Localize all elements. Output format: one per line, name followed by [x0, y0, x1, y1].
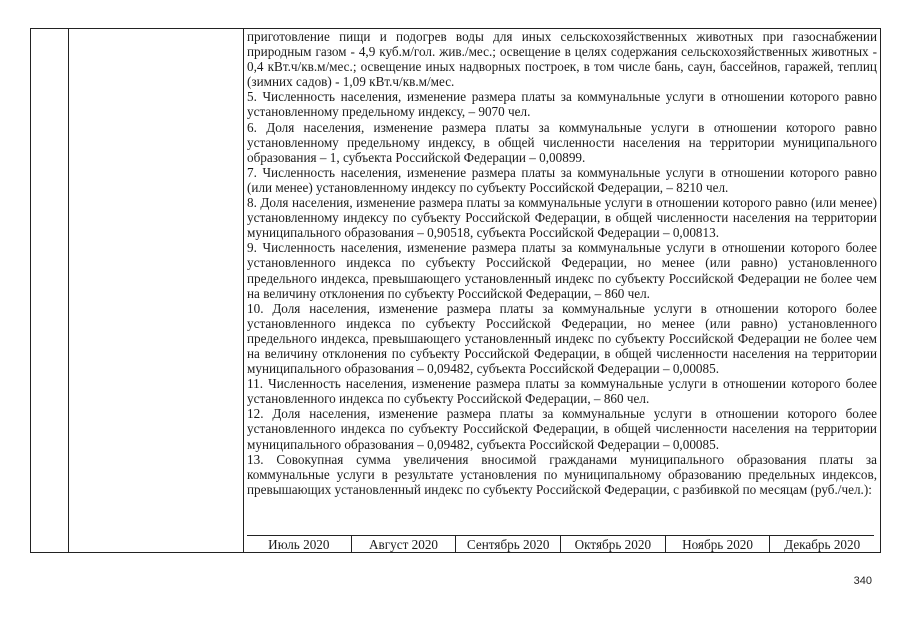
month-cell-december: Декабрь 2020 — [770, 536, 874, 552]
paragraph-11: 11. Численность населения, изменение размера платы за коммунальные услуги в отношении которого более установленного индекса по субъекту Российской Федерации, – 860 чел. — [247, 376, 877, 407]
paragraph-8: 8. Доля населения, изменение размера платы за коммунальные услуги в отношении которого равно (или менее) установленному индексу по субъекту Российской Федерации, в общей численности населения на территории муниципального образования – 0,90518, субъекта Российской Федерации – 0,00813. — [247, 195, 877, 241]
paragraph-13: 13. Совокупная сумма увеличения вносимой гражданами муниципального образования платы за коммунальные услуги в результате установления по муниципальному образованию предельных индексов, превышающих установленный индекс по субъекту Российской Федерации, с разбивкой по месяцам (руб./чел.): — [247, 451, 877, 497]
page-number: 340 — [853, 575, 872, 587]
month-cell-october: Октябрь 2020 — [561, 536, 666, 552]
paragraph-7: 7. Численность населения, изменение размера платы за коммунальные услуги в отношении которого равно (или менее) установленному индексу по субъекту Российской Федерации, – 8210 чел. — [247, 164, 877, 195]
paragraph-continuation: приготовление пищи и подогрев воды для иных сельскохозяйственных животных при газоснабжении природным газом - 4,9 куб.м/гол. жив./мес.; освещение в целях содержания сельскохозяйственных животных - 0,4 кВт.ч/кв.м/мес.; освещение иных надворных построек, в том числе бань, саун, бассейнов, гаражей, теплиц (зимних садов) - 1,09 кВт.ч/кв.м/мес. — [247, 29, 877, 90]
month-cell-august: Август 2020 — [352, 536, 457, 552]
paragraph-10: 10. Доля населения, изменение размера платы за коммунальные услуги в отношении которого более установленного индекса по субъекту Российской Федерации, но менее (или равно) установленного предельного индекса, превышающего установленный индекс по субъекту Российской Федерации не более чем на величину отклонения по субъекту Российской Федерации, в общей численности населения на территории муниципального образования – 0,09482, субъекта Российской Федерации – 0,00085. — [247, 300, 877, 377]
month-cell-november: Ноябрь 2020 — [666, 536, 771, 552]
table-column-name — [69, 29, 244, 552]
months-header-row — [247, 535, 874, 552]
content-text — [247, 29, 877, 497]
document-table — [30, 28, 881, 553]
month-cell-september: Сентябрь 2020 — [456, 536, 561, 552]
month-cell-july: Июль 2020 — [247, 536, 352, 552]
table-column-content — [247, 29, 877, 552]
paragraph-9: 9. Численность населения, изменение размера платы за коммунальные услуги в отношении которого более установленного индекса по субъекту Российской Федерации, но менее (или равно) установленного предельного индекса, превышающего установленный индекс по субъекту Российской Федерации не более чем на величину отклонения по субъекту Российской Федерации, – 860 чел. — [247, 240, 877, 301]
paragraph-12: 12. Доля населения, изменение размера платы за коммунальные услуги в отношении которого более установленного индекса по субъекту Российской Федерации, в общей численности населения на территории муниципального образования – 0,09482, субъекта Российской Федерации – 0,00085. — [247, 406, 877, 452]
paragraph-5: 5. Численность населения, изменение размера платы за коммунальные услуги в отношении которого равно установленному предельному индексу, – 9070 чел. — [247, 89, 877, 120]
paragraph-6: 6. Доля населения, изменение размера платы за коммунальные услуги в отношении которого равно установленному предельному индексу, в общей численности населения на территории муниципального образования – 1, субъекта Российской Федерации – 0,00899. — [247, 119, 877, 165]
table-column-number — [31, 29, 69, 552]
